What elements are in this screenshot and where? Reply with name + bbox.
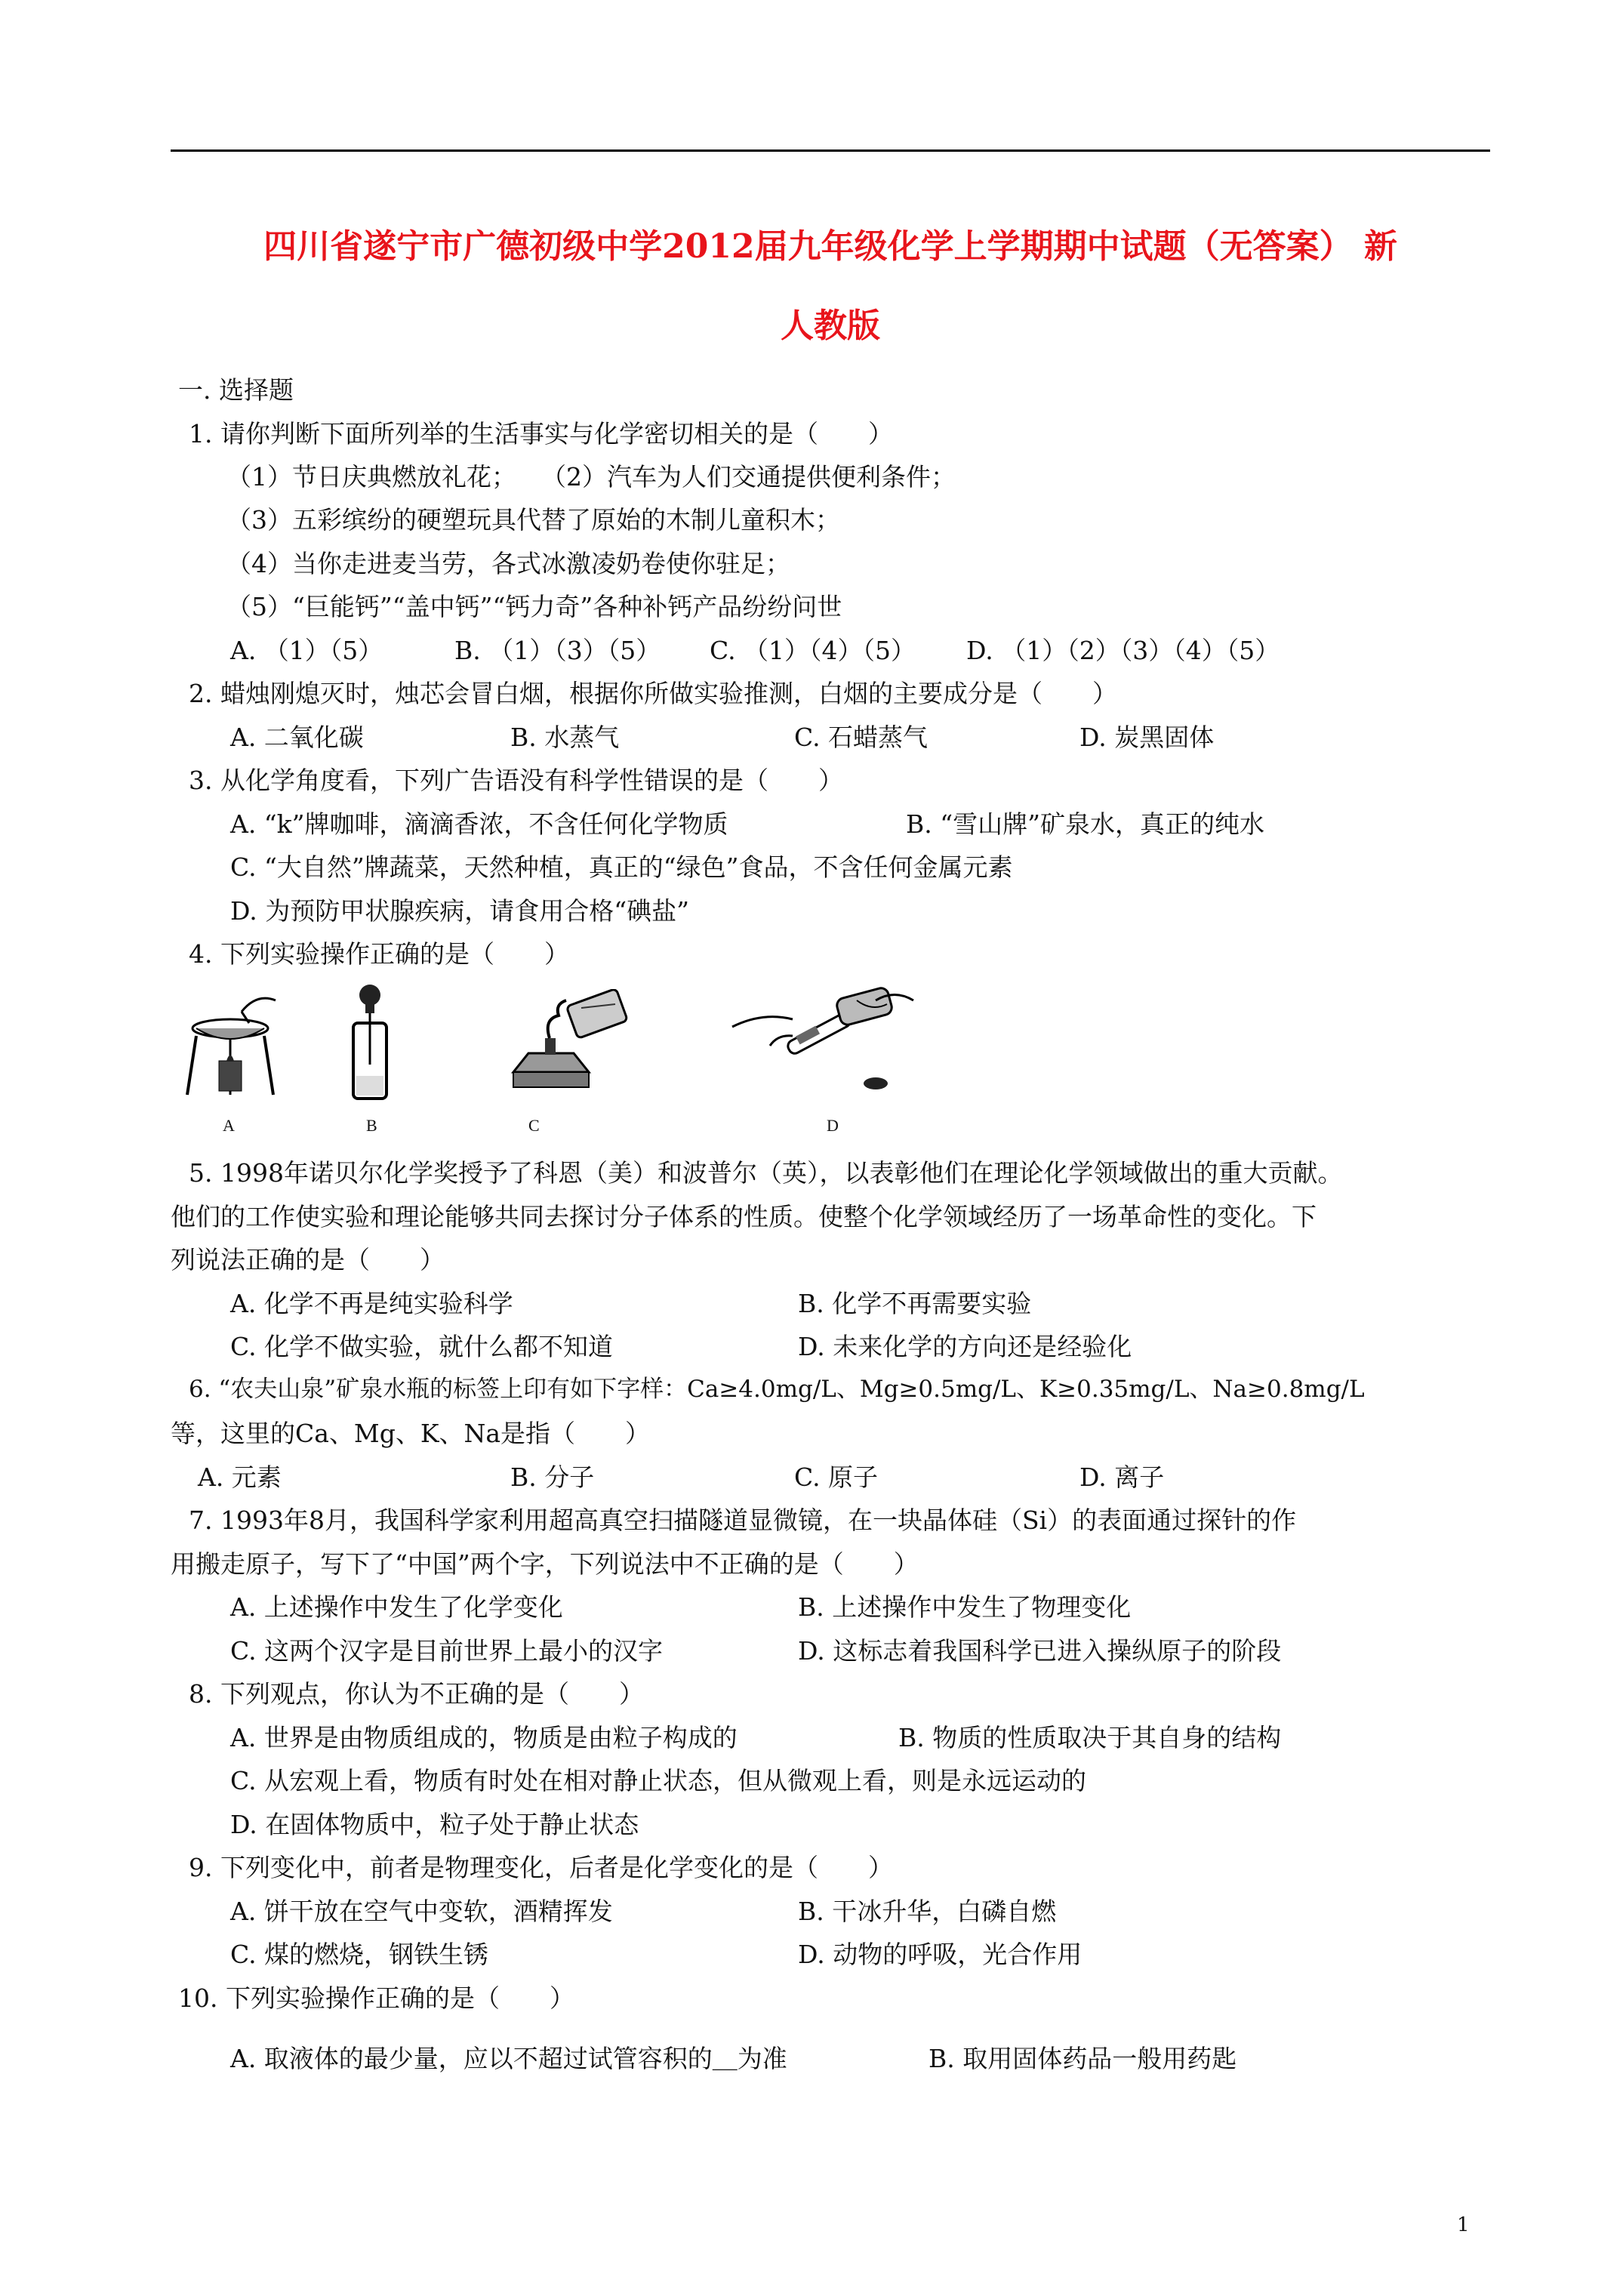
q3-option-b: B. “雪山牌”矿泉水，真正的纯水 bbox=[906, 809, 1264, 839]
q7-option-a: A. 上述操作中发生了化学变化 bbox=[230, 1592, 563, 1622]
figure-label-c: C bbox=[528, 1116, 540, 1135]
q9-option-b: B. 干冰升华，白磷自燃 bbox=[798, 1897, 1057, 1926]
q9-option-d: D. 动物的呼吸，光合作用 bbox=[798, 1940, 1083, 1969]
q2-stem: 2. 蜡烛刚熄灭时，烛芯会冒白烟，根据你所做实验推测，白烟的主要成分是（ ） bbox=[189, 679, 1117, 708]
document-title-line1: 四川省遂宁市广德初级中学2012届九年级化学上学期期中试题（无答案） 新 bbox=[263, 227, 1397, 266]
q3-option-a: A. “k”牌咖啡，滴滴香浓，不含任何化学物质 bbox=[230, 809, 728, 839]
q7-stem-line2: 用搬走原子，写下了“中国”两个字，下列说法中不正确的是（ ） bbox=[171, 1549, 919, 1579]
q1-option-b: B. （1）（3）（5） bbox=[454, 636, 661, 665]
document-title-line2: 人教版 bbox=[781, 307, 880, 345]
figure-label-a: A bbox=[223, 1116, 235, 1135]
q1-option-a: A. （1）（5） bbox=[230, 636, 383, 665]
q2-option-d: D. 炭黑固体 bbox=[1079, 723, 1215, 752]
q8-option-a: A. 世界是由物质组成的，物质是由粒子构成的 bbox=[230, 1723, 738, 1752]
q1-stem: 1. 请你判断下面所列举的生活事实与化学密切相关的是（ ） bbox=[189, 419, 893, 448]
q6-stem-line2: 等，这里的Ca、Mg、K、Na是指（ ） bbox=[171, 1419, 651, 1448]
q2-option-b: B. 水蒸气 bbox=[510, 723, 620, 752]
q2-option-a: A. 二氧化碳 bbox=[230, 723, 364, 752]
q9-stem: 9. 下列变化中，前者是物理变化，后者是化学变化的是（ ） bbox=[189, 1853, 893, 1882]
q6-option-b: B. 分子 bbox=[510, 1462, 595, 1492]
q8-option-d: D. 在固体物质中，粒子处于静止状态 bbox=[230, 1810, 639, 1839]
header-rule bbox=[171, 149, 1490, 152]
section-heading: 一. 选择题 bbox=[178, 375, 294, 405]
figure-d-pouring-icon bbox=[725, 982, 921, 1095]
q7-option-c: C. 这两个汉字是目前世界上最小的汉字 bbox=[230, 1636, 664, 1666]
q5-option-a: A. 化学不再是纯实验科学 bbox=[230, 1289, 513, 1318]
q8-stem: 8. 下列观点，你认为不正确的是（ ） bbox=[189, 1679, 644, 1709]
figure-a-tripod-icon bbox=[181, 989, 279, 1102]
q2-option-c: C. 石蜡蒸气 bbox=[794, 723, 929, 752]
q6-option-c: C. 原子 bbox=[794, 1462, 879, 1492]
q5-option-c: C. 化学不做实验，就什么都不知道 bbox=[230, 1332, 614, 1361]
q1-item-3: （3）五彩缤纷的硬塑玩具代替了原始的木制儿童积木； bbox=[226, 505, 840, 535]
q7-option-b: B. 上述操作中发生了物理变化 bbox=[798, 1592, 1132, 1622]
q4-stem: 4. 下列实验操作正确的是（ ） bbox=[189, 939, 569, 969]
figure-c-alcohol-lamp-icon bbox=[491, 989, 642, 1102]
q1-option-d: D. （1）（2）（3）（4）（5） bbox=[966, 636, 1280, 665]
q3-option-d: D. 为预防甲状腺疾病，请食用合格“碘盐” bbox=[230, 896, 690, 926]
q5-stem-line1: 5. 1998年诺贝尔化学奖授予了科恩（美）和波普尔（英），以表彰他们在理论化学领域做出的重大贡献。 bbox=[189, 1158, 1343, 1188]
q5-stem-line2: 他们的工作使实验和理论能够共同去探讨分子体系的性质。使整个化学领域经历了一场革命性的变化。下 bbox=[171, 1202, 1317, 1231]
figure-label-d: D bbox=[827, 1116, 839, 1135]
q5-option-b: B. 化学不再需要实验 bbox=[798, 1289, 1032, 1318]
q6-stem-line1: 6. “农夫山泉”矿泉水瓶的标签上印有如下字样：Ca≥4.0mg/L、Mg≥0.5mg/L、K≥0.35mg/L、Na≥0.8mg/L bbox=[189, 1376, 1365, 1403]
q6-option-d: D. 离子 bbox=[1079, 1462, 1165, 1492]
q1-item-4: （4）当你走进麦当劳，各式冰激凌奶卷使你驻足； bbox=[226, 549, 790, 578]
figure-b-test-tube-icon bbox=[340, 982, 400, 1110]
q9-option-a: A. 饼干放在空气中变软，酒精挥发 bbox=[230, 1897, 613, 1926]
q3-stem: 3. 从化学角度看，下列广告语没有科学性错误的是（ ） bbox=[189, 766, 843, 795]
q5-stem-line3: 列说法正确的是（ ） bbox=[171, 1245, 445, 1274]
q1-option-c: C. （1）（4）（5） bbox=[710, 636, 916, 665]
q7-stem-line1: 7. 1993年8月，我国科学家利用超高真空扫描隧道显微镜，在一块晶体硅（Si）的表面通过探针的作 bbox=[189, 1505, 1297, 1535]
q1-item-5: （5）“巨能钙”“盖中钙”“钙力奇”各种补钙产品纷纷问世 bbox=[226, 592, 842, 621]
q10-stem: 10. 下列实验操作正确的是（ ） bbox=[178, 1983, 574, 2013]
q3-option-c: C. “大自然”牌蔬菜，天然种植，真正的“绿色”食品，不含任何金属元素 bbox=[230, 852, 1013, 882]
q5-option-d: D. 未来化学的方向还是经验化 bbox=[798, 1332, 1132, 1361]
q10-option-b: B. 取用固体药品一般用药匙 bbox=[929, 2044, 1237, 2073]
figure-label-b: B bbox=[366, 1116, 377, 1135]
q8-option-c: C. 从宏观上看，物质有时处在相对静止状态，但从微观上看，则是永远运动的 bbox=[230, 1766, 1087, 1795]
page-number: 1 bbox=[1457, 2214, 1470, 2236]
q10-option-a: A. 取液体的最少量，应以不超过试管容积的＿为准 bbox=[230, 2044, 787, 2073]
q6-option-a: A. 元素 bbox=[198, 1462, 282, 1492]
q1-item-1-2: （1）节日庆典燃放礼花； （2）汽车为人们交通提供便利条件； bbox=[226, 462, 956, 492]
q9-option-c: C. 煤的燃烧，钢铁生锈 bbox=[230, 1940, 489, 1969]
q8-option-b: B. 物质的性质取决于其自身的结构 bbox=[898, 1723, 1282, 1752]
q7-option-d: D. 这标志着我国科学已进入操纵原子的阶段 bbox=[798, 1636, 1282, 1666]
